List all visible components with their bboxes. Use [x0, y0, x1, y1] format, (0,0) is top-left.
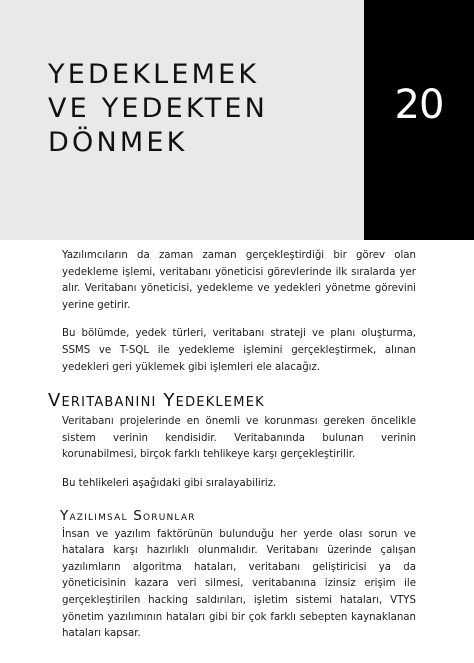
section-paragraph: Bu tehlikeleri aşağıdaki gibi sıralayabiliriz. — [62, 477, 277, 489]
section-paragraph: Veritabanı projelerinde en önemli ve korunması gereken öncelikle sistem verinin kendisidir. Veritabanında bulunan verinin korunabilmesi, birçok farklı tehlikeye karşı gerçekleştirilir. — [62, 416, 416, 461]
intro-paragraph: Bu bölümde, yedek türleri, veritabanı strateji ve planı oluşturma, SSMS ve T-SQL ile yedekleme işlemini gerçekleştirmek, alınan yedekleri geri yüklemek gibi işlemleri ele alacağız. — [62, 328, 416, 373]
chapter-title-line: VE YEDEKTEN — [48, 93, 269, 124]
chapter-number: 20 — [394, 82, 444, 128]
page-body — [48, 248, 416, 655]
chapter-title-line: DÖNMEK — [48, 127, 188, 158]
chapter-header-band — [0, 0, 364, 240]
subsection-heading: Yazılımsal Sorunlar — [60, 507, 196, 524]
chapter-title-line: YEDEKLEMEK — [48, 59, 260, 90]
section-heading: Veritabanını Yedeklemek — [48, 390, 265, 412]
intro-paragraph: Yazılımcıların da zaman zaman gerçekleştirdiği bir görev olan yedekleme işlemi, veritabanı yöneticisi görevlerinde ilk sıralarda yer alır. Veritabanı yöneticisi, yedekleme ve yedekleri yönetme görevini yerine getirir. — [62, 250, 416, 311]
chapter-title — [48, 58, 268, 160]
chapter-number-block — [364, 0, 474, 240]
subsection-paragraph: İnsan ve yazılım faktörünün bulunduğu her yerde olası sorun ve hatalara karşı hazırlıklı olunmalıdır. Veritabanı üzerinde çalışan yazılımların algoritma hataları, veritabanı geliştiricisi ya da yöneticisinin kazara veri silmesi, veritabanına izinsiz erişim ile gerçekleştirilen hacking saldırıları, işletim sistemi hataları, VTYS yönetim yazılımının hataları gibi bir çok farklı sebepten kaynaklanan hataları kapsar. — [62, 528, 416, 640]
